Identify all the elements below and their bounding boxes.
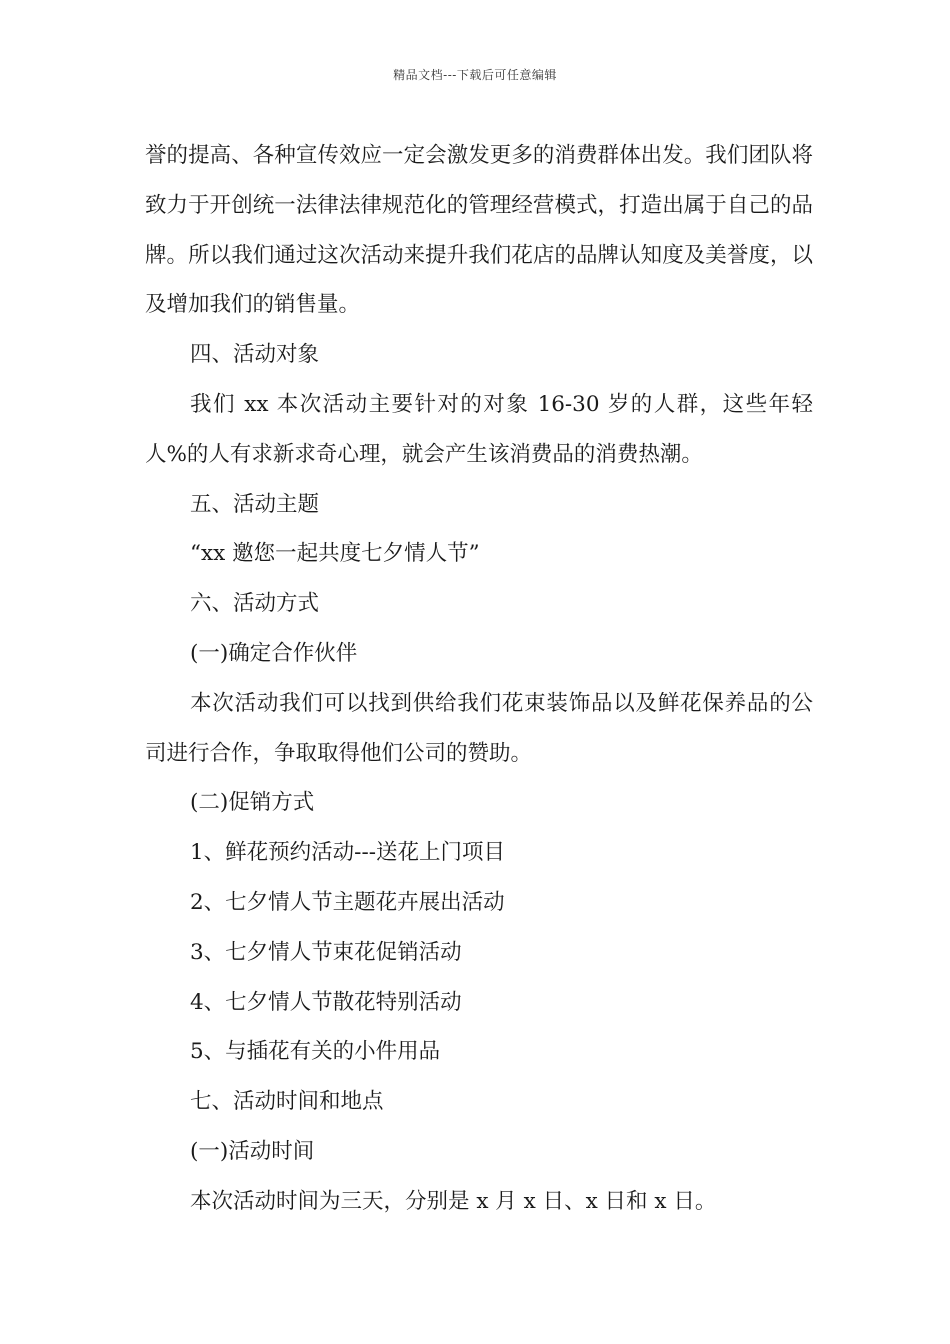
paragraph-partners: 本次活动我们可以找到供给我们花束装饰品以及鲜花保养品的公司进行合作，争取取得他们公司的赞助。 [145, 690, 813, 766]
list-item: 3、七夕情人节束花促销活动 [190, 939, 462, 965]
paragraph-continuation: 誉的提高、各种宣传效应一定会激发更多的消费群体出发。我们团队将致力于开创统一法律法律规范化的管理经营模式，打造出属于自己的品牌。所以我们通过这次活动来提升我们花店的品牌认知度及美誉度，以及增加我们的销售量。 [145, 143, 813, 318]
subheading-time: (一)活动时间 [190, 1138, 315, 1164]
paragraph-target-audience: 我们 xx 本次活动主要针对的对象 16-30 岁的人群，这些年轻人%的人有求新求奇心理，就会产生该消费品的消费热潮。 [145, 391, 813, 467]
list-item: 2、七夕情人节主题花卉展出活动 [190, 889, 505, 915]
list-item: 5、与插花有关的小件用品 [190, 1039, 441, 1065]
section-heading-theme: 五、活动主题 [190, 491, 320, 517]
page-header: 精品文档---下载后可任意编辑 [393, 68, 557, 82]
document-body [145, 131, 813, 1227]
list-item: 1、鲜花预约活动---送花上门项目 [190, 840, 505, 866]
paragraph-theme: “xx 邀您一起共度七夕情人节” [190, 541, 480, 567]
subheading-promotion: (二)促销方式 [190, 790, 315, 816]
section-heading-target-audience: 四、活动对象 [190, 342, 320, 368]
paragraph-time: 本次活动时间为三天，分别是 x 月 x 日、x 日和 x 日。 [190, 1188, 717, 1214]
section-heading-time-place: 七、活动时间和地点 [190, 1089, 384, 1115]
section-heading-method: 六、活动方式 [190, 591, 320, 617]
subheading-partners: (一)确定合作伙伴 [190, 640, 358, 666]
list-item: 4、七夕情人节散花特别活动 [190, 989, 462, 1015]
